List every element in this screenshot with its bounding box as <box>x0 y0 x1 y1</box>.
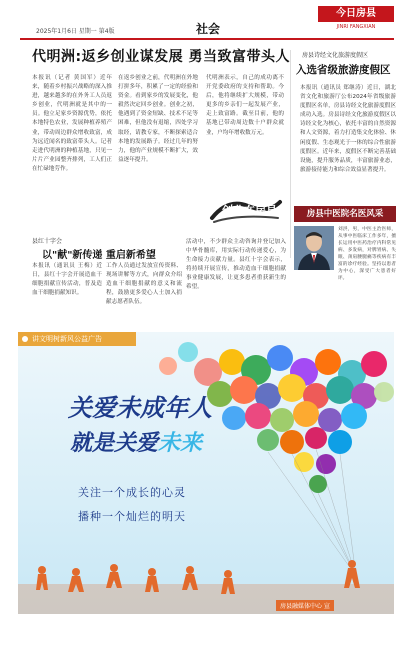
column-divider <box>290 50 291 258</box>
running-children-silhouettes <box>22 560 394 610</box>
main-article-column-1: 本报讯（记者 黄国军）近年来，随着乡村振兴战略的深入推进，越来越多的在外务工人员返乡创业，代明洲就是其中的一员。他立足家乡资源优势，依托本地特色农业，发展种植养殖产业，带动周边群众增收致富，成为远近闻名的致富带头人。记者走进代明洲的种植基地，只见一片片产业园整齐排列，工人们正在忙碌地劳作。 <box>32 75 112 172</box>
right-article-title: 入选省级旅游度假区 <box>296 64 391 76</box>
brush-text: 创业在房县 <box>222 204 277 217</box>
mini-article-column-3: 活动中，不少群众主动咨询并登记加入中华骨髓库，用实际行动传递爱心，为生命接力贡献力量。县红十字会表示，将持续开展宣传，推动造血干细胞捐献事业健康发展，让更多患者重获新生的希望。 <box>186 239 286 291</box>
tag-dot-icon <box>22 336 28 342</box>
mini-article-column-2: 工作人员通过发放宣传资料、现场讲解等方式，向群众介绍造血干细胞捐献的意义和流程，鼓励更多爱心人士加入捐献志愿者队伍。 <box>106 263 182 306</box>
ad-subline-1: 关注一个成长的心灵 <box>78 486 186 499</box>
doctor-box-title: 房县中医院名医风采 <box>294 206 396 222</box>
ad-slogan-line-2-b: 未来 <box>158 430 203 456</box>
ad-tag-label: 讲文明树新风公益广告 <box>32 335 102 343</box>
issue-date: 2025年1月6日 星期一 第4版 <box>36 28 115 35</box>
page-header <box>0 0 410 40</box>
main-article-column-2: 在返乡创业之前，代明洲在外地打拼多年，积累了一定的经验和资金。看到家乡的发展变化，他毅然决定回乡创业。创业之初，他遇到了资金短缺、技术不足等困难，但他没有退缩，四处学习取经，请教专家，不断探索适合本地的发展路子。经过几年的努力，他的产业规模不断扩大，效益逐年提升。 <box>118 75 198 163</box>
ad-tag <box>18 332 136 346</box>
ad-slogan-line-2-a: 就是关爱 <box>70 430 159 456</box>
ad-footer-credit: 房县融媒体中心 宣 <box>276 600 334 611</box>
newspaper-logo: 今日房县 <box>318 6 394 22</box>
ad-slogan-line-2 <box>70 426 202 457</box>
doctor-photo <box>294 226 334 270</box>
right-article-body: 本报讯（通讯员 郑继涛）近日，湖北省文化和旅游厅公布2024年省级旅游度假区名单，房县诗经文化旅游度假区成功入选。房县诗经文化旅游度假区以诗经文化为核心，依托丰富的自然资源和人文资源，着力打造集文化体验、休闲度假、生态观光于一体的综合性旅游度假区。近年来，度假区不断完善基础设施，提升服务品质，丰富旅游业态，旅游接待能力和综合效益显著提升。 <box>300 85 396 173</box>
main-headline: 代明洲:返乡创业谋发展 勇当致富带头人 <box>32 49 290 65</box>
brush-calligraphy-logo <box>208 192 284 226</box>
mini-article-kicker: 县红十字会 <box>32 238 63 245</box>
ad-subline-2: 播种一个灿烂的明天 <box>78 510 186 523</box>
header-rule <box>20 38 394 40</box>
right-article-kicker: 房县诗经文化旅游度假区 <box>302 52 369 59</box>
ad-slogan-line-1: 关爱未成年人 <box>68 393 212 422</box>
mini-article-title: 以"献"新传递 重启新希望 <box>42 250 156 261</box>
main-article-column-3: 代明洲表示，自己的成功离不开党委政府的支持和帮助。今后，他将继续扩大规模，带动更多的乡亲们一起发展产业，走上致富路。截至目前，他的基地已带动周边数十户群众就业，户均年增收数万元。 <box>206 75 284 136</box>
section-title: 社会 <box>196 22 221 36</box>
public-service-ad <box>18 332 394 614</box>
newspaper-logo-sub: JINRI FANGXIAN <box>336 24 376 30</box>
doctor-description: 刘洪，男，中医主治医师，从事中医临床工作多年，擅长运用中医药治疗内科常见病、多发病，对脾胃病、失眠、颈肩腰腿痛等疾病有丰富的诊疗经验。坚持以患者为中心，深受广大患者好评。 <box>338 227 396 281</box>
mini-article-column-1: 本报讯（通讯员 王梅）近日，县红十字会开展造血干细胞捐献宣传活动，普及造血干细胞捐献知识。 <box>32 263 102 297</box>
